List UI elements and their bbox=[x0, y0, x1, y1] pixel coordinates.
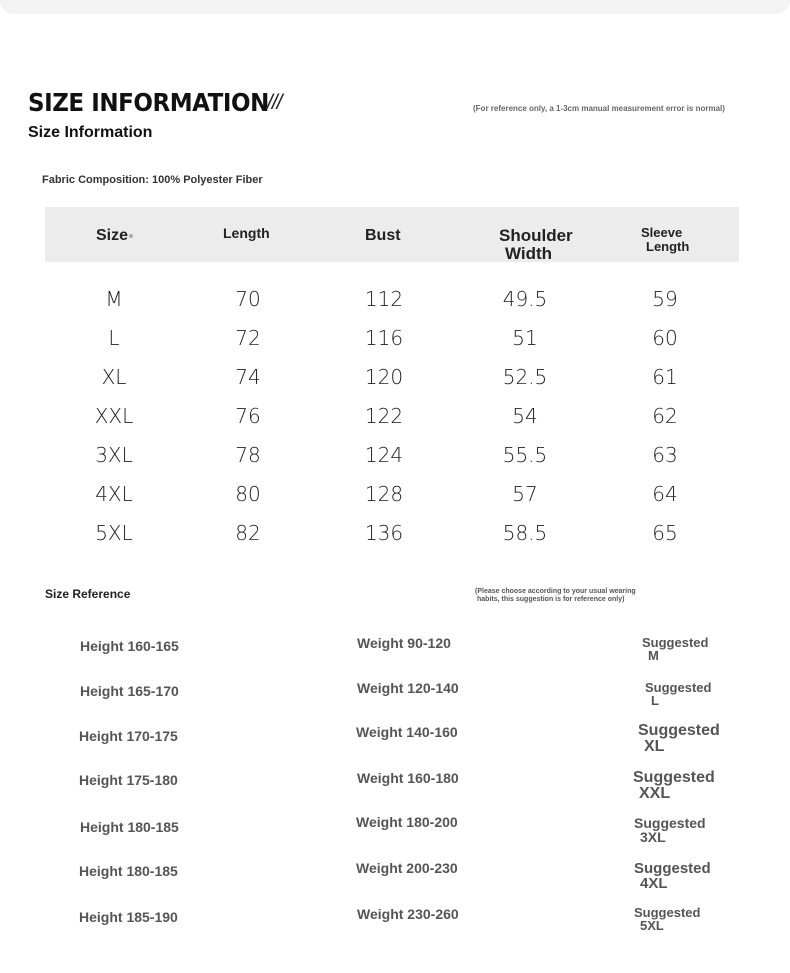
table-cell-shoulder: 58.5 bbox=[502, 521, 548, 545]
suggestion-label: Suggested bbox=[634, 905, 701, 920]
table-cell-bust: 136 bbox=[364, 521, 404, 545]
table-cell-length: 76 bbox=[235, 404, 261, 428]
reference-weight: Weight 230-260 bbox=[357, 906, 459, 922]
table-cell-size: 4XL bbox=[95, 482, 133, 506]
reference-suggestion bbox=[634, 816, 706, 844]
header-shoulder-width bbox=[499, 227, 573, 263]
dot-icon bbox=[129, 234, 133, 238]
page-title: SIZE INFORMATION bbox=[28, 88, 269, 117]
table-cell-sleeve: 60 bbox=[652, 326, 678, 350]
table-cell-length: 74 bbox=[235, 365, 261, 389]
title-decoration: /// bbox=[267, 91, 282, 114]
measurement-note: (For reference only, a 1-3cm manual measurement error is normal) bbox=[473, 104, 725, 113]
top-divider bbox=[0, 0, 790, 14]
note-line1: (Please choose according to your usual wearing bbox=[475, 588, 636, 595]
table-cell-length: 80 bbox=[235, 482, 261, 506]
suggestion-label: Suggested bbox=[633, 769, 715, 786]
suggestion-size: XL bbox=[644, 738, 665, 755]
table-cell-size: 5XL bbox=[95, 521, 133, 545]
header-sleeve-line1: Sleeve bbox=[641, 225, 683, 240]
suggestion-size: XXL bbox=[639, 785, 671, 802]
table-cell-size: M bbox=[105, 287, 123, 311]
table-cell-shoulder: 52.5 bbox=[502, 365, 548, 389]
table-cell-sleeve: 64 bbox=[652, 482, 678, 506]
table-cell-length: 78 bbox=[235, 443, 261, 467]
table-cell-bust: 120 bbox=[364, 365, 404, 389]
reference-weight: Weight 120-140 bbox=[357, 680, 459, 696]
reference-suggestion bbox=[634, 906, 700, 932]
reference-suggestion bbox=[634, 861, 711, 891]
size-reference-label: Size Reference bbox=[45, 587, 131, 601]
table-cell-length: 72 bbox=[235, 326, 261, 350]
header-sleeve-line2: Length bbox=[646, 238, 690, 254]
reference-height: Height 175-180 bbox=[79, 772, 178, 788]
table-cell-size: XXL bbox=[94, 404, 134, 428]
reference-weight: Weight 90-120 bbox=[357, 635, 451, 651]
reference-height: Height 180-185 bbox=[80, 819, 179, 835]
reference-suggestion bbox=[638, 723, 720, 755]
suggestion-label: Suggested bbox=[642, 635, 709, 650]
suggestion-size: M bbox=[648, 648, 659, 663]
table-cell-bust: 112 bbox=[364, 287, 404, 311]
fabric-composition: Fabric Composition: 100% Polyester Fiber bbox=[42, 174, 263, 186]
table-cell-size: 3XL bbox=[95, 443, 133, 467]
table-cell-shoulder: 54 bbox=[512, 404, 538, 428]
suggestion-size: 4XL bbox=[640, 875, 668, 892]
header-size: Size bbox=[96, 228, 133, 245]
subtitle: Size Information bbox=[28, 124, 153, 141]
reference-suggestion bbox=[642, 636, 708, 662]
table-cell-shoulder: 49.5 bbox=[502, 287, 548, 311]
header-sleeve-length bbox=[641, 226, 689, 253]
table-cell-bust: 124 bbox=[364, 443, 404, 467]
reference-height: Height 185-190 bbox=[79, 909, 178, 925]
reference-weight: Weight 180-200 bbox=[356, 814, 458, 830]
suggestion-label: Suggested bbox=[634, 815, 706, 831]
table-cell-bust: 122 bbox=[364, 404, 404, 428]
table-cell-sleeve: 63 bbox=[652, 443, 678, 467]
reference-weight: Weight 160-180 bbox=[357, 770, 459, 786]
table-cell-length: 82 bbox=[235, 521, 261, 545]
reference-suggestion bbox=[633, 770, 715, 802]
note-line2: habits, this suggestion is for reference only) bbox=[477, 595, 625, 603]
reference-suggestion bbox=[645, 681, 711, 707]
suggestion-label: Suggested bbox=[634, 860, 711, 877]
table-cell-bust: 116 bbox=[364, 326, 404, 350]
size-reference-note bbox=[475, 588, 675, 603]
table-cell-shoulder: 55.5 bbox=[502, 443, 548, 467]
header-shoulder-line1: Shoulder bbox=[499, 226, 573, 245]
reference-height: Height 165-170 bbox=[80, 683, 179, 699]
reference-height: Height 160-165 bbox=[80, 638, 179, 654]
reference-height: Height 170-175 bbox=[79, 728, 178, 744]
suggestion-size: 5XL bbox=[640, 918, 664, 933]
table-cell-bust: 128 bbox=[364, 482, 404, 506]
suggestion-size: L bbox=[651, 693, 659, 708]
reference-weight: Weight 200-230 bbox=[356, 860, 458, 876]
table-cell-size: L bbox=[108, 326, 120, 350]
table-cell-sleeve: 65 bbox=[652, 521, 678, 545]
table-cell-length: 70 bbox=[235, 287, 261, 311]
reference-weight: Weight 140-160 bbox=[356, 724, 458, 740]
table-cell-sleeve: 61 bbox=[652, 365, 678, 389]
header-bust: Bust bbox=[365, 227, 401, 244]
header-shoulder-line2: Width bbox=[505, 243, 553, 263]
reference-height: Height 180-185 bbox=[79, 863, 178, 879]
suggestion-label: Suggested bbox=[638, 722, 720, 739]
table-cell-shoulder: 51 bbox=[512, 326, 538, 350]
table-cell-sleeve: 59 bbox=[652, 287, 678, 311]
table-cell-sleeve: 62 bbox=[652, 404, 678, 428]
table-cell-shoulder: 57 bbox=[512, 482, 538, 506]
suggestion-label: Suggested bbox=[645, 680, 712, 695]
table-cell-size: XL bbox=[101, 365, 127, 389]
header-length: Length bbox=[223, 225, 270, 241]
suggestion-size: 3XL bbox=[640, 829, 666, 845]
